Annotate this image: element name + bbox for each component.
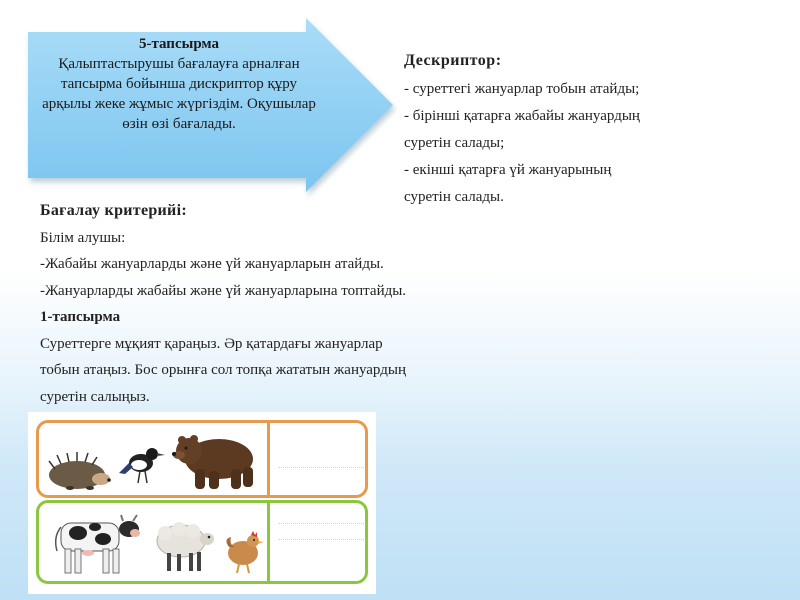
descriptor-line: - бірінші қатарға жабайы жануардың bbox=[404, 108, 640, 124]
descriptor-line: суретін салады. bbox=[404, 189, 504, 205]
row-divider bbox=[267, 503, 270, 581]
descriptor-heading: Дескриптор: bbox=[404, 52, 502, 69]
task-line: Суреттерге мұқият қараңыз. Әр қатардағы жануарлар bbox=[40, 335, 383, 352]
criteria-block bbox=[40, 198, 600, 410]
sheep-icon bbox=[151, 517, 215, 573]
hedgehog-icon bbox=[45, 451, 111, 491]
task-title: 1-тапсырма bbox=[40, 309, 121, 325]
faint-line bbox=[279, 467, 364, 478]
worksheet-image bbox=[28, 412, 376, 594]
task-line: тобын атаңыз. Бос орынға сол топқа жататын жануардың bbox=[40, 362, 406, 378]
domestic-animals-row bbox=[36, 500, 368, 584]
task-callout bbox=[28, 18, 393, 193]
wild-animals-row bbox=[36, 420, 368, 498]
callout-title: 5-тапсырма bbox=[138, 36, 220, 52]
callout-body: Қалыптастырушы бағалауға арналған тапсырма бойынша дискриптор құру арқылы жеке жұмыс жүргіздім. Оқушылар өзін өзі бағалады. bbox=[42, 56, 316, 132]
hen-icon bbox=[223, 527, 265, 575]
descriptor-line: - екінші қатарға үй жануарының bbox=[404, 162, 612, 178]
criteria-learner: Білім алушы: bbox=[40, 229, 126, 246]
row-divider bbox=[267, 423, 270, 495]
task-line: суретін салыңыз. bbox=[40, 388, 150, 405]
criteria-item: -Жануарларды жабайы және үй жануарларына топтайды. bbox=[40, 282, 407, 299]
bear-icon bbox=[169, 427, 261, 493]
faint-line bbox=[279, 539, 364, 550]
descriptor-line: суретін салады; bbox=[404, 135, 505, 151]
faint-line bbox=[279, 523, 364, 534]
criteria-item: -Жабайы жануарларды және үй жануарларын атайды. bbox=[40, 256, 384, 272]
callout-text bbox=[36, 34, 322, 134]
cow-icon bbox=[43, 507, 143, 577]
descriptor-block bbox=[404, 47, 784, 211]
magpie-icon bbox=[119, 441, 169, 487]
criteria-heading: Бағалау критерийі: bbox=[40, 202, 187, 219]
descriptor-line: - суреттегі жануарлар тобын атайды; bbox=[404, 81, 640, 97]
